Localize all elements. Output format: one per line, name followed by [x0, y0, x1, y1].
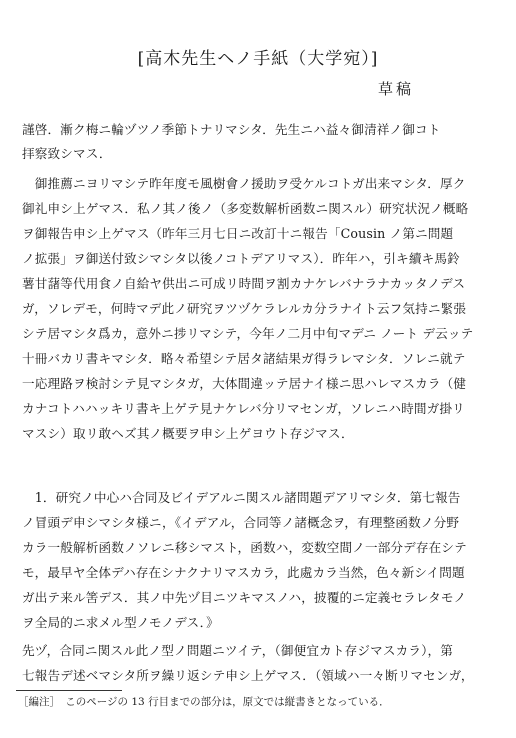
body-line: 御礼申シ上ゲマス．私ノ其ノ後ノ（多変数解析函数ニ関スル）研究状況ノ概略: [22, 201, 469, 216]
footnote-divider: [16, 690, 122, 691]
body-line: ヲ全局的ニ求メル型ノモノデス．》: [22, 615, 219, 630]
body-line: モ，最早ヤ全体デハ存在シナクナリマスカラ，此處カラ当然，色々新シイ問題: [22, 565, 465, 580]
body-line: 十冊バカリ書キマシタ．略々希望シテ居タ諸結果ガ得ラレマシタ．ソレニ就テ: [22, 351, 466, 366]
body-line: 薯甘藷等代用食ノ自給ヤ供出ニ可成リ時間ヲ割カナケレバナラナカッタノデス: [22, 276, 466, 291]
editor-note: ［編注］ このページの 13 行目までの部分は，原文では縦書きとなっている．: [18, 696, 390, 708]
body-line: 拝察致シマス．: [22, 146, 112, 161]
body-line: マスシ）取リ敢ヘズ其ノ概要ヲ申シ上ゲヨウト存ジマス．: [22, 426, 354, 441]
body-line: ノ拡張」ヲ御送付致シマシタ以後ノコトデアリマス）．昨年ハ，引キ續キ馬鈴: [22, 251, 460, 266]
body-line: 先ヅ，合同ニ関スル此ノ型ノ問題ニツイテ，（御便宜カト存ジマスカラ），第: [22, 643, 454, 658]
body-line: ノ冒頭デ申シマシタ様ニ，《イデアル，合同等ノ諸概念ヲ，有理整函数ノ分野: [22, 515, 460, 530]
body-line: 一応理路ヲ検討シテ見マシタガ，大体間違ッテ居ナイ様ニ思ハレマスカラ（健: [22, 376, 467, 391]
body-line: 七報告デ述ベマシタ所ヲ繰リ返シテ申シ上ゲマス．（領域ハ一々断リマセンガ，: [22, 668, 474, 683]
body-line: 1．研究ノ中心ハ合同及ビイデアルニ関スル諸問題デアリマシタ．第七報告: [22, 490, 461, 505]
body-line: カナコトハハッキリ書キ上ゲテ見ナケレバ分リマセンガ，ソレニハ時間ガ掛リ: [22, 401, 465, 416]
body-line: 謹啓．漸ク梅ニ輪ヅツノ季節トナリマシタ．先生ニハ益々御清祥ノ御コト: [22, 122, 441, 137]
body-line: ガ，ソレデモ，何時マデ此ノ研究ヲツヅケラレルカ分ラナイト云フ気持ニ緊張: [22, 301, 467, 316]
body-line: ヲ御報告申シ上ゲマス（昨年三月七日ニ改訂十ニ報告「Cousin ノ第ニ問題: [22, 226, 454, 241]
letter-title: [高木先生ヘノ手紙（大学宛）]: [137, 49, 379, 69]
draft-label: 草稿: [378, 80, 415, 98]
body-line: 御推薦ニヨリマシテ昨年度モ風樹會ノ援助ヲ受ケルコトガ出来マシタ．厚ク: [22, 176, 466, 191]
body-line: カラ一般解析函数ノソレニ移シマスト，函数ハ，変数空間ノ一部分デ存在シテ: [22, 540, 467, 555]
body-line: シテ居マシタ爲カ，意外ニ捗リマシテ，今年ノ二月中旬マデニ ノート デ云ッテ: [22, 326, 474, 341]
body-line: ガ出テ来ル筈デス．其ノ中先ヅ目ニツキマスノハ，披覆的ニ定義セラレタモノ: [22, 590, 467, 605]
